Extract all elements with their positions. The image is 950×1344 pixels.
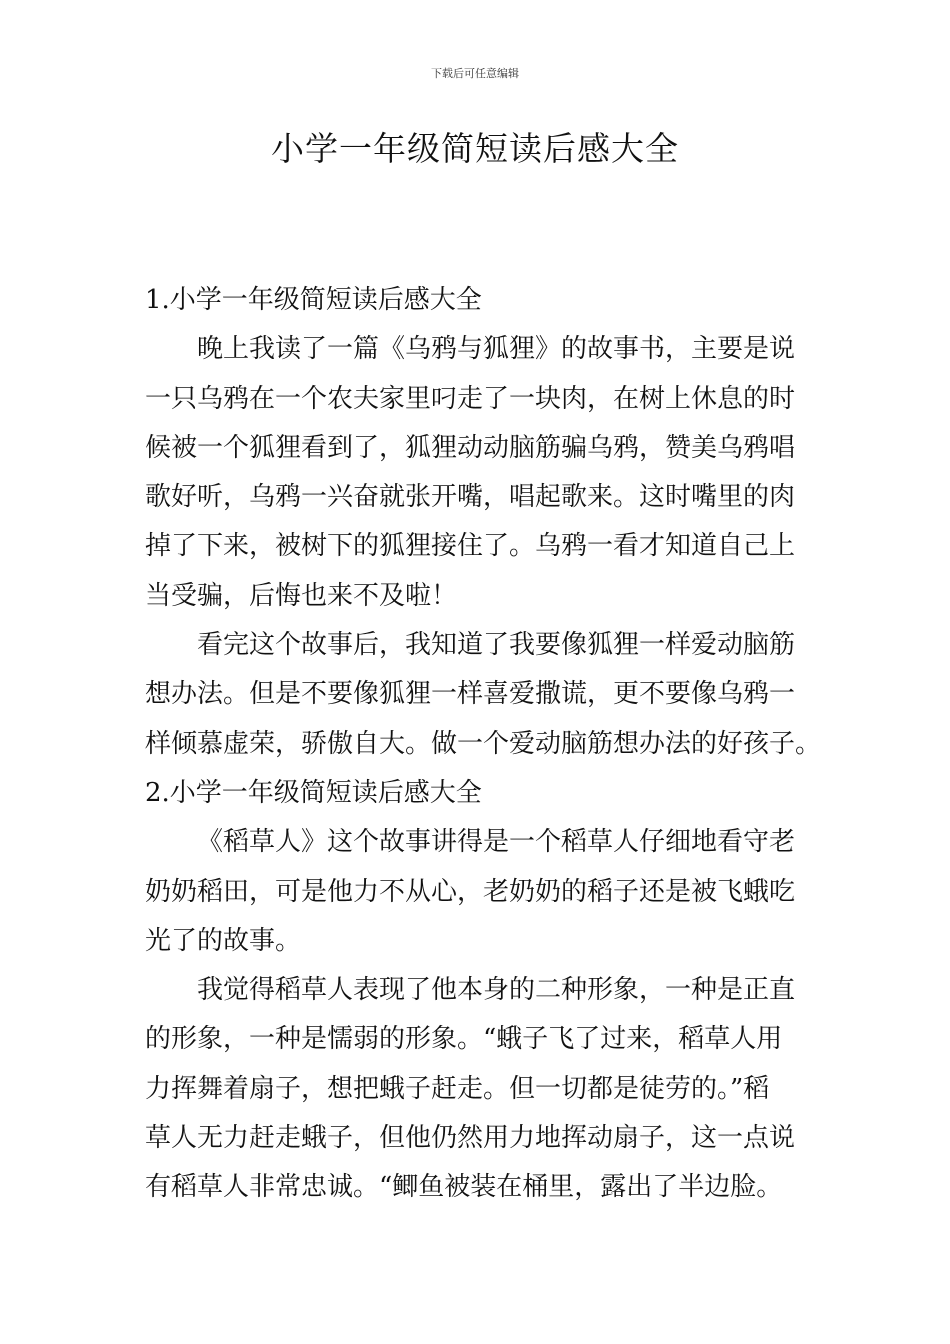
document-title: 小学一年级简短读后感大全 — [271, 129, 679, 168]
body-text-line: 光了的故事。 — [145, 925, 302, 956]
body-text-line: 力挥舞着扇子，想把蛾子赶走。但一切都是徒劳的。”稻 — [145, 1073, 770, 1104]
body-text-line: 当受骗，后悔也来不及啦！ — [145, 580, 458, 611]
body-text-line: 样倾慕虚荣，骄傲自大。做一个爱动脑筋想办法的好孩子。 — [145, 728, 822, 759]
body-text-line: 看完这个故事后，我知道了我要像狐狸一样爱动脑筋 — [197, 630, 796, 661]
body-text-line: 奶奶稻田，可是他力不从心，老奶奶的稻子还是被飞蛾吃 — [145, 876, 796, 907]
body-text-line: 候被一个狐狸看到了，狐狸动动脑筋骗乌鸦，赞美乌鸦唱 — [145, 432, 796, 463]
body-text-line: 想办法。但是不要像狐狸一样喜爱撒谎，更不要像乌鸦一 — [145, 679, 796, 710]
body-text-line: 有稻草人非常忠诚。“鲫鱼被装在桶里，露出了半边脸。 — [145, 1172, 783, 1203]
body-text-line: 晚上我读了一篇《乌鸦与狐狸》的故事书，主要是说 — [197, 334, 796, 365]
body-text-line: 《稻草人》这个故事讲得是一个稻草人仔细地看守老 — [197, 827, 796, 858]
header-note: 下载后可任意编辑 — [431, 67, 519, 80]
section-heading: 1.小学一年级简短读后感大全 — [145, 285, 482, 315]
body-text-line: 我觉得稻草人表现了他本身的二种形象，一种是正直 — [197, 975, 796, 1006]
body-text-line: 一只乌鸦在一个农夫家里叼走了一块肉，在树上休息的时 — [145, 383, 796, 414]
body-text-line: 掉了下来，被树下的狐狸接住了。乌鸦一看才知道自己上 — [145, 531, 796, 562]
section-heading: 2.小学一年级简短读后感大全 — [145, 777, 482, 808]
body-text-line: 歌好听，乌鸦一兴奋就张开嘴，唱起歌来。这时嘴里的肉 — [145, 482, 796, 513]
document-body — [145, 276, 822, 1213]
body-text-line: 草人无力赶走蛾子，但他仍然用力地挥动扇子，这一点说 — [145, 1123, 796, 1154]
body-text-line: 的形象，一种是懦弱的形象。“蛾子飞了过来，稻草人用 — [145, 1024, 783, 1055]
